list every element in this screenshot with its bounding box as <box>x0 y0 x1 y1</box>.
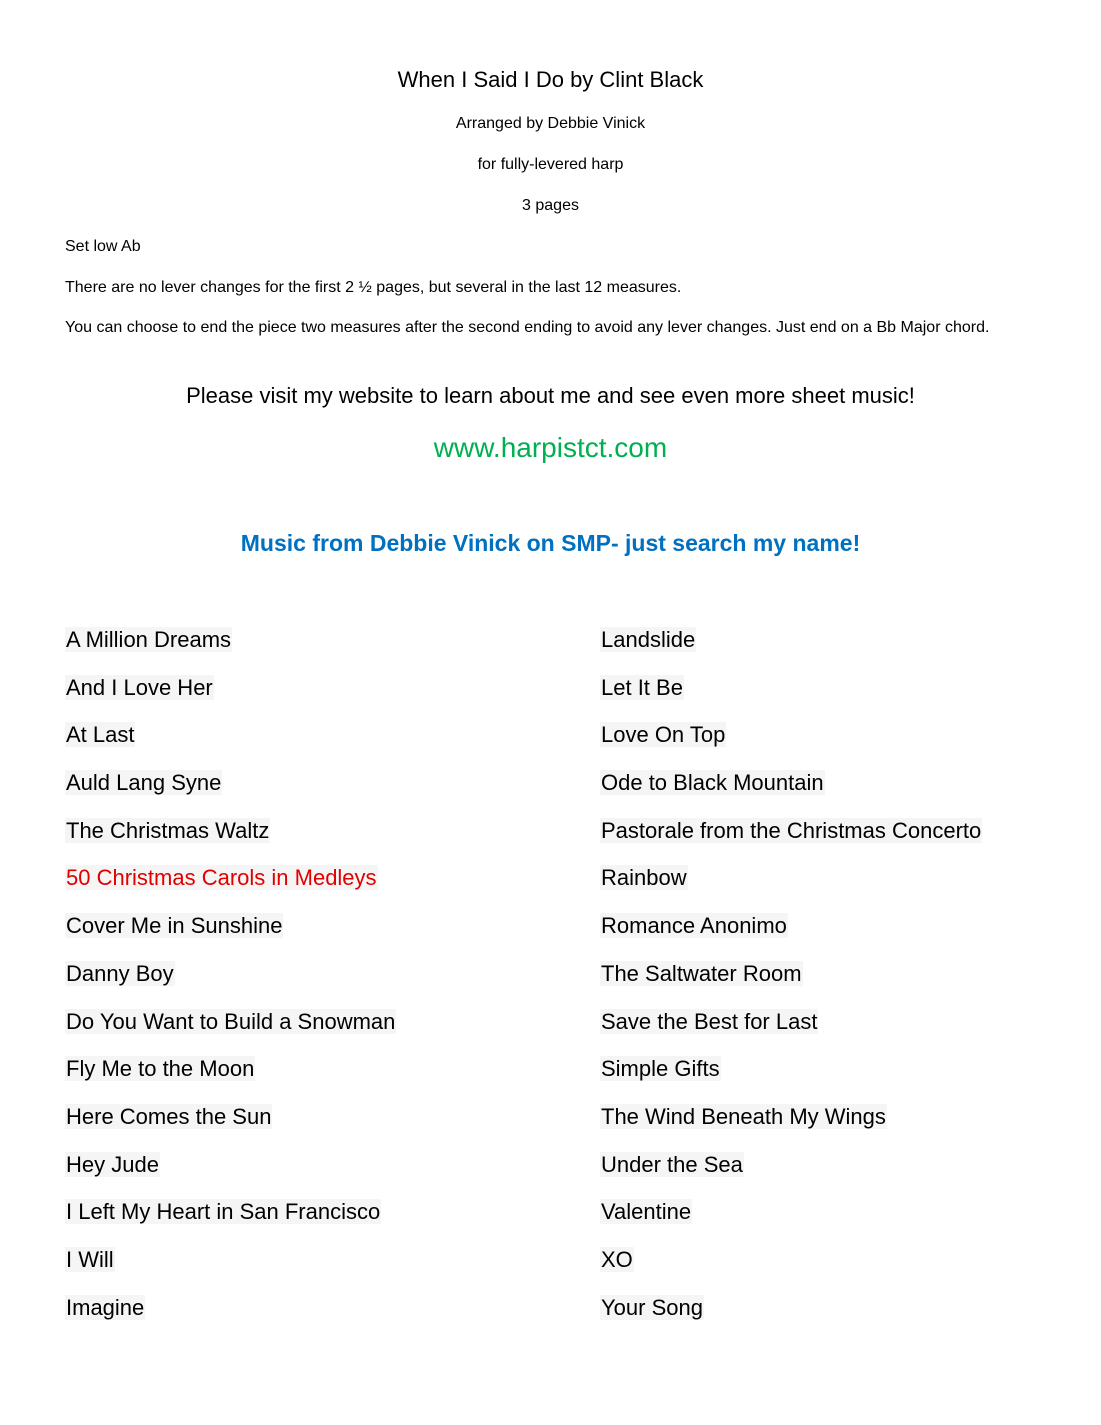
song-item[interactable]: Romance Anonimo <box>601 913 787 939</box>
song-item[interactable]: Ode to Black Mountain <box>601 770 824 796</box>
lever-setting-note: Set low Ab <box>65 238 141 255</box>
song-item[interactable]: The Wind Beneath My Wings <box>601 1103 886 1129</box>
song-item[interactable]: Hey Jude <box>66 1151 159 1177</box>
song-item[interactable]: Imagine <box>66 1294 145 1320</box>
song-item[interactable]: Landslide <box>601 627 696 652</box>
song-item[interactable]: Cover Me in Sunshine <box>66 913 283 939</box>
song-item[interactable]: Let It Be <box>601 674 683 700</box>
lever-changes-note: There are no lever changes for the first 2 ½ pages, but several in the last 12 measures. <box>65 279 682 296</box>
ending-option-note: You can choose to end the piece two measures after the second ending to avoid any lever changes. Just end on a Bb Major chord. <box>65 319 990 336</box>
website-invitation: Please visit my website to learn about me and see even more sheet music! <box>186 383 915 408</box>
song-item[interactable]: At Last <box>66 722 135 748</box>
song-item[interactable]: Here Comes the Sun <box>66 1103 272 1129</box>
song-item[interactable]: The Christmas Waltz <box>66 817 270 843</box>
song-item[interactable]: Auld Lang Syne <box>66 770 222 796</box>
page-title: When I Said I Do by Clint Black <box>397 67 704 92</box>
song-item[interactable]: Rainbow <box>601 865 687 891</box>
song-item[interactable]: Your Song <box>601 1294 703 1320</box>
song-item[interactable]: XO <box>601 1246 633 1272</box>
song-item[interactable]: Under the Sea <box>601 1151 743 1177</box>
song-item[interactable]: Simple Gifts <box>601 1056 720 1082</box>
song-item[interactable]: Fly Me to the Moon <box>66 1056 255 1082</box>
song-item[interactable]: Save the Best for Last <box>601 1008 818 1034</box>
page-count: 3 pages <box>522 197 579 214</box>
song-item[interactable]: And I Love Her <box>66 674 213 700</box>
website-link[interactable]: www.harpistct.com <box>433 432 668 463</box>
song-list-right <box>600 622 982 1337</box>
song-item[interactable]: A Million Dreams <box>66 627 232 652</box>
arranger-line: Arranged by Debbie Vinick <box>455 115 646 132</box>
song-item[interactable]: I Will <box>66 1246 114 1272</box>
song-item-highlighted[interactable]: 50 Christmas Carols in Medleys <box>66 865 377 891</box>
song-item[interactable]: Danny Boy <box>66 960 174 986</box>
song-item[interactable]: Valentine <box>601 1199 692 1225</box>
song-item[interactable]: Love On Top <box>601 722 726 748</box>
smp-heading: Music from Debbie Vinick on SMP- just search my name! <box>240 530 861 556</box>
song-list-left <box>65 622 396 1337</box>
instrument-line: for fully-levered harp <box>477 156 624 173</box>
song-item[interactable]: Pastorale from the Christmas Concerto <box>601 817 982 843</box>
song-item[interactable]: Do You Want to Build a Snowman <box>66 1008 396 1034</box>
song-item[interactable]: I Left My Heart in San Francisco <box>66 1199 381 1225</box>
song-item[interactable]: The Saltwater Room <box>601 960 802 986</box>
